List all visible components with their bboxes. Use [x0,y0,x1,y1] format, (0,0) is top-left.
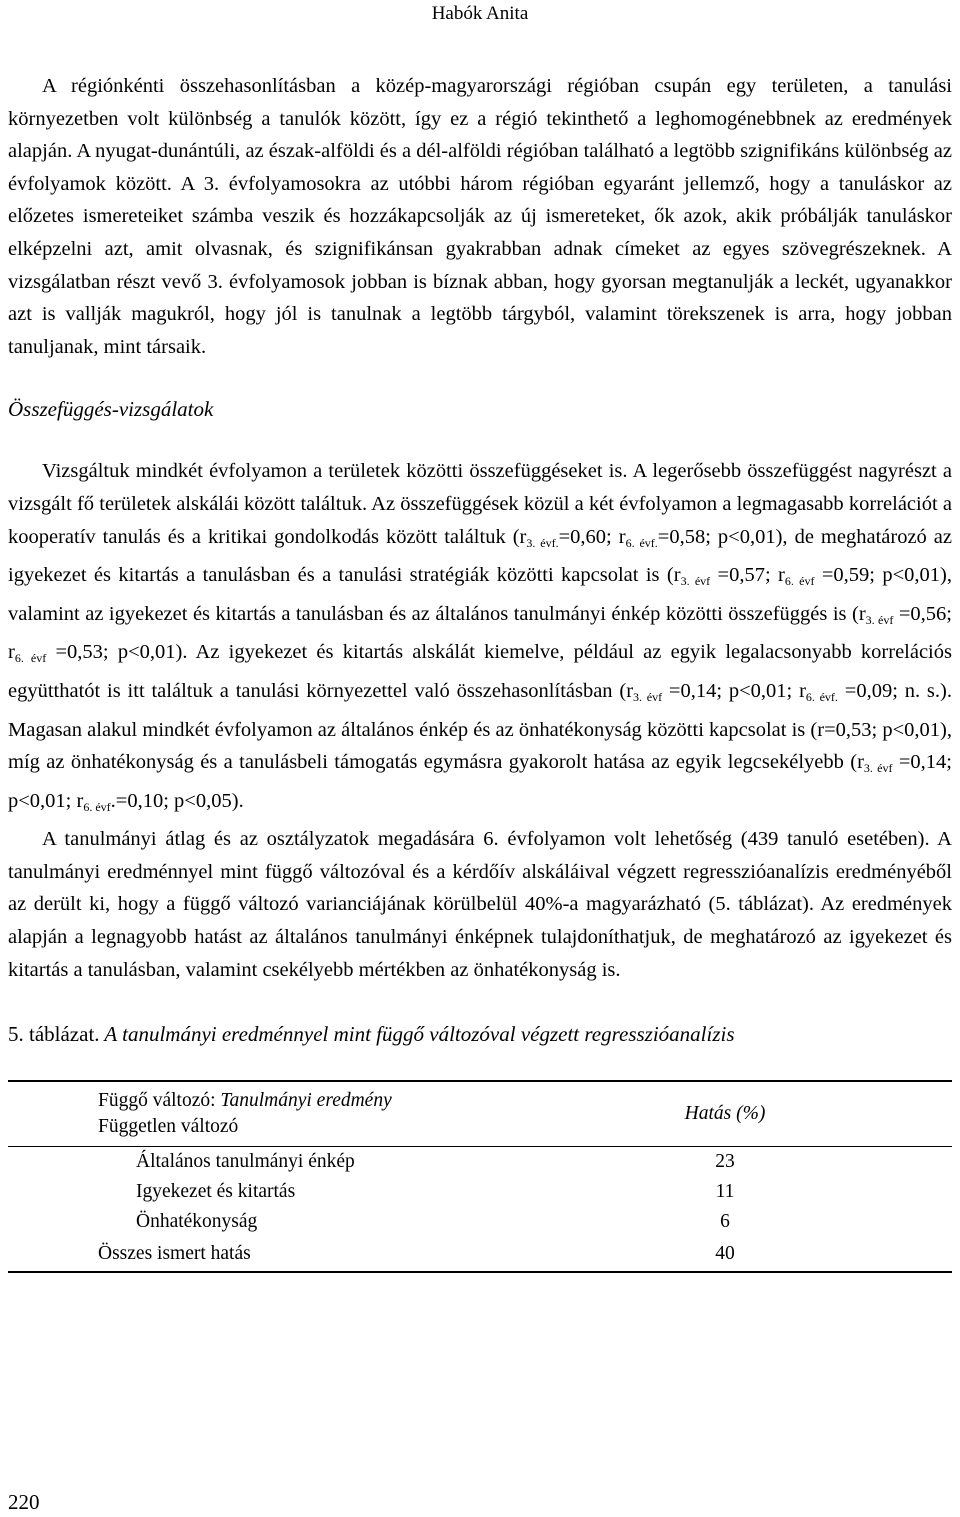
page [8,0,952,1517]
total-effect: 40 [715,1243,735,1265]
row-variable: Általános tanulmányi énkép [136,1151,355,1173]
paragraph-regional-comparison: A régiónkénti összehasonlításban a közép-magyarországi régióban csupán egy területen, a tanulási környezetben volt különbség a tanulók között, így ez a régió tekinthető a leghomogénebbnek az eredmények alapján. A nyugat-dunántúli, az észak-alföldi és a dél-alföldi régióban található a legtöbb szignifikáns különbség az évfolyamok között. A 3. évfolyamosokra az utóbbi három régióban egyaránt jellemző, hogy a tanuláskor az előzetes ismereteiket számba veszik és hozzákapcsolják az új ismereteket, ők azok, akik próbálják tanuláskor elképzelni azt, amit olvasnak, és szignifikánsan gyakrabban adnak címeket az egyes szövegrészeknek. A vizsgálatban részt vevő 3. évfolyamosok jobban is bíznak abban, hogy gyorsan megtanulják a leckét, ugyanakkor azt is vallják magukról, hogy jól is tanulnak a legtöbb tárgyból, valamint törekszenek is arra, hogy jobban tanuljanak, mint társaik. [8,75,952,358]
total-label: Összes ismert hatás [98,1243,251,1265]
paragraph-regression: A tanulmányi átlag és az osztályzatok megadására 6. évfolyamon volt lehetőség (439 tanuló esetében). A tanulmányi eredménnyel mint függő változóval és a kérdőív alskáláival végzett regresszióanalízis eredményéből az derült ki, hogy a függő változó varianciájának körülbelül 40%-a magyarázható (5. táblázat). Az eredmények alapján a legnagyobb hatást az általános tanulmányi énképnek tulajdoníthatjuk, de meghatározó az igyekezet és kitartás a tanulásban, valamint csekélyebb mértékben az önhatékonyság is. [8,828,952,981]
regression-table [8,1080,952,1273]
row-effect: 23 [715,1151,735,1173]
row-effect: 6 [720,1211,730,1233]
table-caption-text: A tanulmányi eredménnyel mint függő változóval végzett regresszióanalízis [99,1022,735,1047]
table-total-row [8,1237,952,1272]
section-heading: Összefüggés-vizsgálatok [8,397,214,422]
table-row [8,1147,952,1178]
page-number: 220 [8,1490,40,1514]
dependent-variable-label: Függő változó: [98,1090,221,1112]
table-header-row [8,1081,952,1147]
paragraph-correlations: Vizsgáltuk mindkét évfolyamon a területek közötti összefüggéseket is. A legerősebb összefüggést nagyrészt a vizsgált fő területek alskálái között találtuk. Az összefüggések közül a két évfolyamon a legmagasabb korrelációt a kooperatív tanulás és a kritikai gondolkodás között találtuk ($r_{3. évf.}=0,60$; $r_{6. évf.}=0,58$; p<0,01), de meghatározó az igyekezet és kitartás a tanulásban és a tanulási stratégiák közötti kapcsolat is ($r_{3. évf} =0,57$; $r_{6. évf} =0,59$; p<0,01), valamint az igyekezet és kitartás a tanulásban és az általános tanulmányi énkép közötti összefüggés is ($r_{3. évf} =0,56$; $r_{6. évf} =0,53$; p<0,01). Az igyekezet és kitartás alskálát kiemelve, például az egyik legalacsonyabb korrelációs együtthatót is itt találtuk a tanulási környezettel való összehasonlításban ($r_{3. évf} =0,14$; p<0,01; $r_{6. évf.} =0,09$; n. s.). Magasan alakul mindkét évfolyamon az általános énkép és az önhatékonyság közötti kapcsolat is (r=0,53; p<0,01), míg az önhatékonyság és a tanulásbeli támogatás egymásra gyakorolt hatása az egyik legcsekélyebb ($r_{3. évf} =0,14$; p<0,01; $r_{6. évf}.=0,10$; p<0,05). [8,460,953,814]
running-header: Habók Anita [431,3,529,24]
independent-variable-label: Független változó [98,1116,239,1138]
row-variable: Igyekezet és kitartás [136,1181,296,1203]
table-caption [8,1018,952,1050]
table-caption-label: 5. táblázat. [8,1022,100,1047]
row-effect: 11 [715,1181,735,1203]
table-header-variables [8,1081,650,1147]
table-row [8,1177,952,1207]
dependent-variable-value: Tanulmányi eredmény [220,1090,392,1112]
effect-header: Hatás (%) [650,1081,952,1147]
row-variable: Önhatékonyság [136,1211,258,1233]
table-row [8,1207,952,1237]
